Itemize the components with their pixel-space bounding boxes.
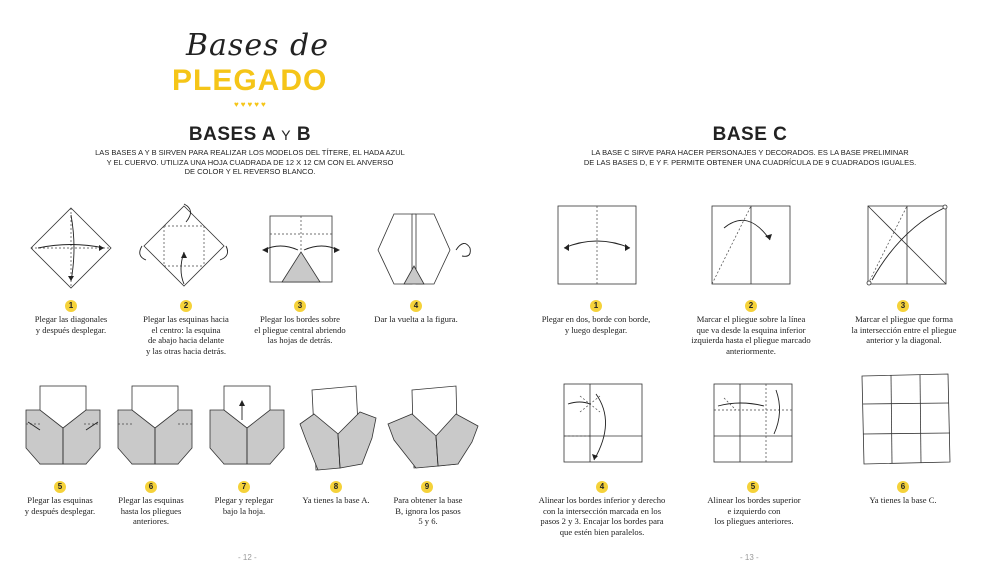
caption-line: Plegar en dos, borde con borde, — [541, 314, 651, 324]
caption-line: que estén bien paralelos. — [559, 526, 645, 537]
step-6-right-badge: 6 — [897, 481, 909, 493]
caption-line: Para obtener la base — [393, 495, 463, 505]
caption-line: hasta los pliegues — [120, 505, 182, 516]
right-page-number: - 13 - — [740, 553, 759, 562]
caption-line: Alinear los bordes superior — [707, 495, 801, 505]
step-2-left-badge: 2 — [180, 300, 192, 312]
left-title-b: B — [296, 124, 312, 145]
diagram-step-2-right — [708, 204, 794, 286]
diagram-step-4-right — [560, 382, 646, 466]
step-3-left-badge: 3 — [294, 300, 306, 312]
right-desc-line: LA BASE C SIRVE PARA HACER PERSONAJES Y DECORADOS. ES LA BASE PRELIMINAR — [591, 148, 909, 157]
header-hearts: ♥♥♥♥♥ — [234, 100, 268, 109]
caption-line: Marcar el pliegue sobre la línea — [696, 314, 806, 324]
right-description — [560, 148, 940, 167]
caption-line: el pliegue central abriendo — [254, 324, 346, 335]
step-5-right-caption — [684, 495, 824, 527]
step-8-left-badge: 8 — [330, 481, 342, 493]
diagram-step-7-left — [206, 384, 288, 468]
caption-line: con la intersección marcada en los — [542, 505, 662, 516]
caption-line: los pliegues anteriores. — [714, 516, 794, 526]
caption-line: izquierda hasta el pliegue marcado — [691, 335, 811, 345]
step-1-left-caption — [16, 314, 126, 335]
diagram-step-2-left — [136, 200, 232, 296]
caption-line: e izquierdo con — [727, 505, 781, 516]
step-7-left-badge: 7 — [238, 481, 250, 493]
step-1-right-caption — [520, 314, 672, 335]
header-script-title: Bases de — [186, 28, 329, 63]
caption-line: B, ignora los pasos — [395, 505, 461, 516]
step-6-left-caption — [100, 495, 202, 527]
step-6-left-badge: 6 — [145, 481, 157, 493]
step-2-right-caption — [674, 314, 828, 356]
step-4-right-caption — [518, 495, 686, 537]
caption-line: Plegar las esquinas — [118, 495, 184, 505]
caption-line: Ya tienes la base C. — [869, 495, 937, 505]
caption-line: pasos 2 y 3. Encajar los bordes para — [540, 516, 664, 526]
left-title-y: Y — [281, 127, 292, 143]
caption-line: Plegar y replegar — [214, 495, 274, 505]
diagram-step-1-left — [28, 205, 114, 291]
caption-line: y después desplegar. — [24, 505, 96, 516]
diagram-step-5-right — [710, 382, 796, 466]
caption-line: 5 y 6. — [418, 516, 438, 526]
caption-line: de abajo hacia delante — [147, 335, 225, 345]
caption-line: y las otras hacia detrás. — [146, 345, 226, 356]
caption-line: anteriormente. — [726, 345, 776, 356]
diagram-step-5-left — [22, 384, 104, 468]
left-desc-line: DE COLOR Y EL REVERSO BLANCO. — [184, 167, 316, 176]
caption-line: Plegar las esquinas — [27, 495, 93, 505]
caption-line: el centro: la esquina — [151, 324, 221, 335]
diagram-step-8-left — [296, 384, 380, 472]
caption-line: que va desde la esquina inferior — [696, 324, 806, 335]
step-9-left-badge: 9 — [421, 481, 433, 493]
caption-line: Plegar los bordes sobre — [260, 314, 340, 324]
step-4-right-badge: 4 — [596, 481, 608, 493]
diagram-step-3-right — [864, 204, 950, 286]
step-3-left-caption — [240, 314, 360, 346]
left-desc-line: Y EL CUERVO. UTILIZA UNA HOJA CUADRADA DE 12 X 12 CM CON EL ANVERSO — [106, 157, 394, 167]
caption-line: y luego desplegar. — [564, 324, 628, 335]
diagram-step-6-left — [114, 384, 196, 468]
left-desc-line: LAS BASES A Y B SIRVEN PARA REALIZAR LOS MODELOS DEL TÍTERE, EL HADA AZUL — [95, 148, 405, 157]
step-3-right-caption — [830, 314, 978, 346]
caption-line: la intersección entre el pliegue — [851, 324, 957, 335]
left-title-main: BASES A — [188, 124, 276, 145]
right-section-title: BASE C — [712, 124, 788, 145]
caption-line: Alinear los bordes inferior y derecho — [538, 495, 666, 505]
caption-line: Ya tienes la base A. — [302, 495, 370, 505]
step-1-left-badge: 1 — [65, 300, 77, 312]
diagram-step-1-right — [554, 204, 640, 286]
step-3-right-badge: 3 — [897, 300, 909, 312]
caption-line: anterior y la diagonal. — [866, 335, 942, 345]
left-section-title — [150, 124, 350, 146]
step-1-right-badge: 1 — [590, 300, 602, 312]
step-4-left-badge: 4 — [410, 300, 422, 312]
caption-line: y después desplegar. — [35, 324, 107, 335]
step-5-left-badge: 5 — [54, 481, 66, 493]
step-2-right-badge: 2 — [745, 300, 757, 312]
left-page-number: - 12 - — [238, 553, 257, 562]
caption-line: Plegar las diagonales — [34, 314, 108, 324]
caption-line: las hojas de detrás. — [267, 335, 333, 345]
caption-line: Marcar el pliegue que forma — [855, 314, 953, 324]
diagram-step-9-left — [386, 384, 480, 472]
step-2-left-caption — [126, 314, 246, 356]
right-desc-line: DE LAS BASES D, E Y F. PERMITE OBTENER UNA CUADRÍCULA DE 9 CUADRADOS IGUALES. — [583, 157, 917, 167]
caption-line: bajo la hoja. — [222, 505, 266, 516]
left-description — [60, 148, 440, 177]
step-4-left-caption — [356, 314, 476, 325]
diagram-step-6-right — [858, 372, 952, 466]
caption-line: Dar la vuelta a la figura. — [374, 314, 458, 324]
header-main-title: PLEGADO — [172, 64, 328, 97]
step-5-right-badge: 5 — [747, 481, 759, 493]
step-9-left-caption — [380, 495, 476, 527]
step-7-left-caption — [194, 495, 294, 516]
caption-line: Plegar las esquinas hacia — [143, 314, 229, 324]
step-6-right-caption — [840, 495, 966, 506]
step-8-left-caption — [288, 495, 384, 506]
caption-line: anteriores. — [132, 516, 170, 526]
diagram-step-3-left — [260, 212, 340, 286]
diagram-step-4-left — [372, 208, 476, 288]
